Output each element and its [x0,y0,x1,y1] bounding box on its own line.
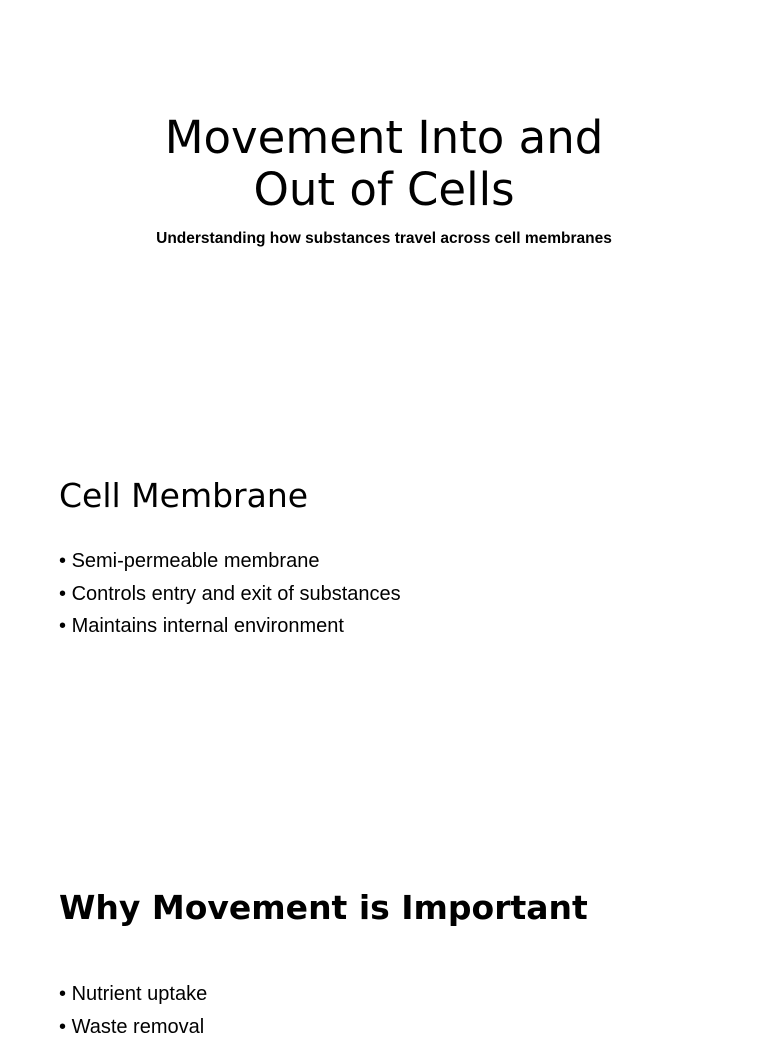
why-movement-bullet-list [59,978,207,1043]
slide-title-line-2: Out of Cells [0,164,768,216]
why-movement-heading: Why Movement is Important [59,888,588,928]
bullet-item: • Waste removal [59,1011,207,1043]
title-slide [0,0,768,420]
bullet-item: • Semi-permeable membrane [59,545,401,578]
slide-title-line-1: Movement Into and [0,112,768,164]
bullet-item: • Controls entry and exit of substances [59,578,401,611]
slide-subtitle: Understanding how substances travel across cell membranes [0,229,768,249]
cell-membrane-heading: Cell Membrane [59,476,308,516]
slide-title [0,112,768,216]
bullet-item: • Nutrient uptake [59,978,207,1011]
bullet-item: • Maintains internal environment [59,610,401,643]
cell-membrane-bullet-list [59,545,401,643]
